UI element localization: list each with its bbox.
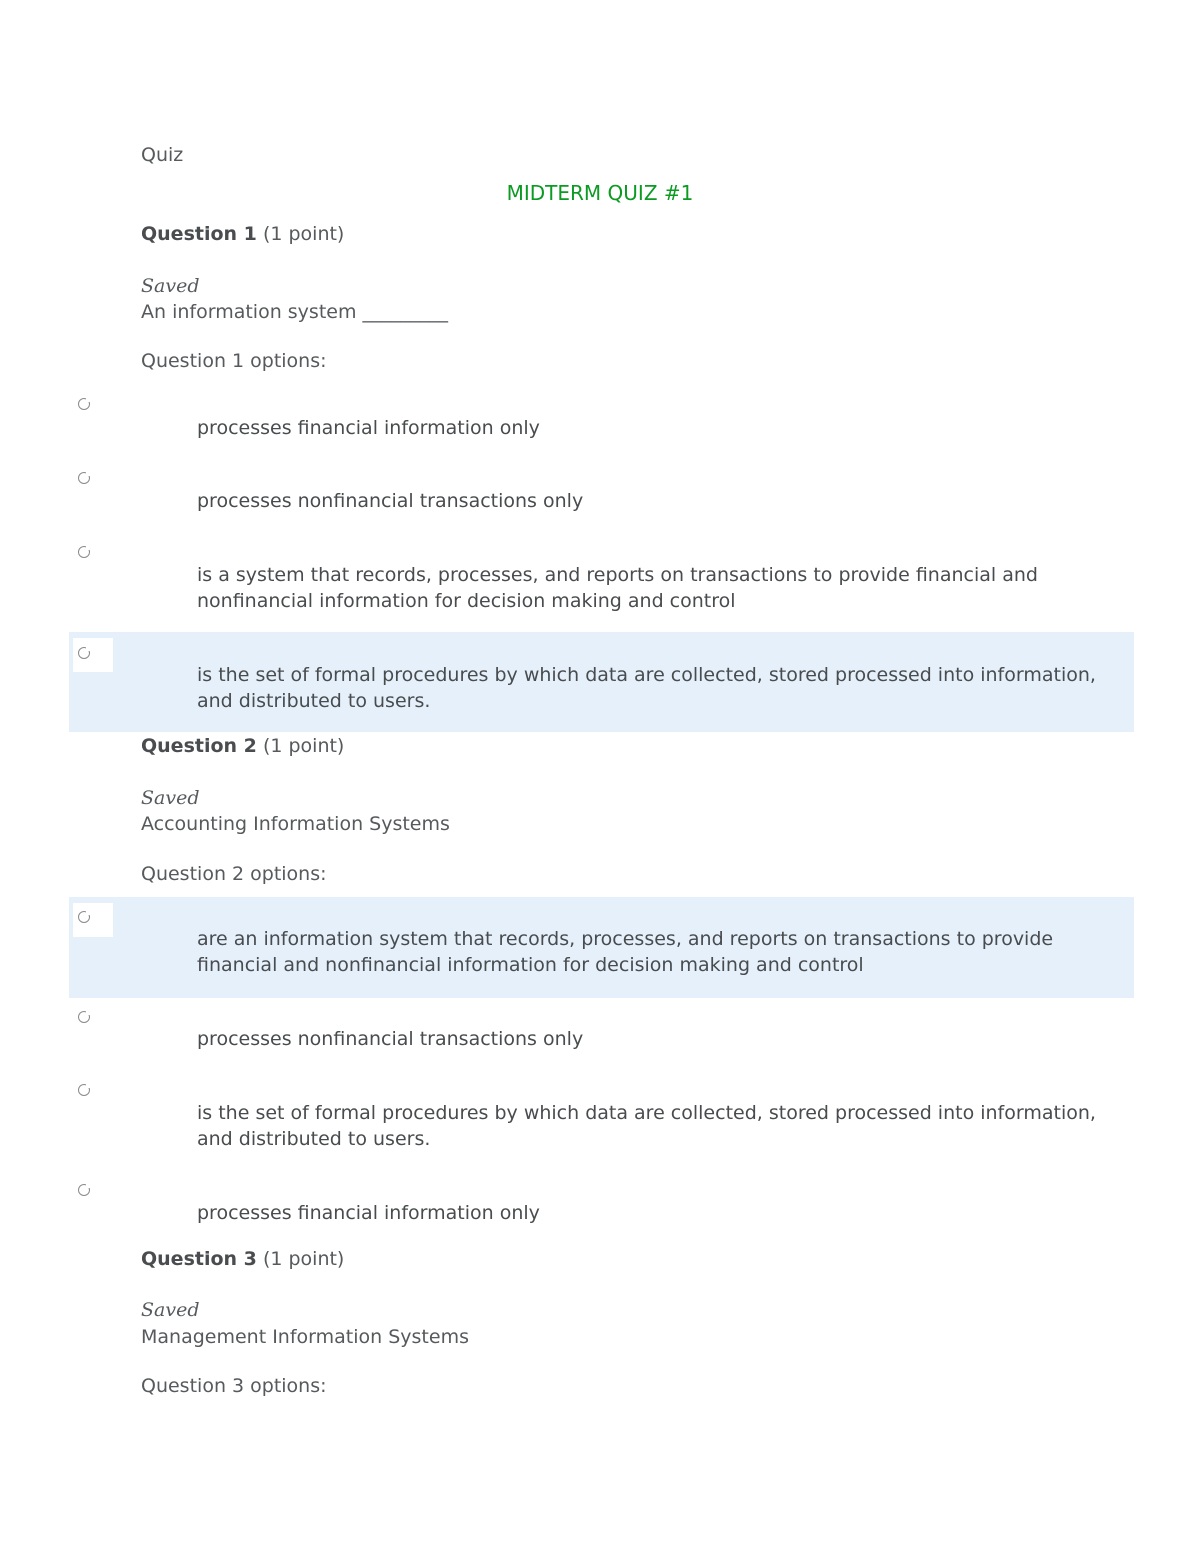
- radio-q2-option-4[interactable]: [78, 1184, 90, 1196]
- question-number: Question 3: [141, 1248, 257, 1270]
- saved-status: Saved: [141, 275, 200, 297]
- radio-q1-option-1[interactable]: [78, 398, 90, 410]
- question-2-options-label: Question 2 options:: [141, 863, 327, 885]
- option-text[interactable]: are an information system that records, processes, and reports on transactions to provide financial and nonfinancial information for decision making and control: [197, 928, 1054, 976]
- question-number: Question 2: [141, 735, 257, 757]
- option-text[interactable]: is the set of formal procedures by which data are collected, stored processed into information, and distributed to users.: [197, 1102, 1096, 1150]
- question-1-prompt: An information system _________: [141, 301, 449, 323]
- radio-q2-option-3[interactable]: [78, 1084, 90, 1096]
- radio-q1-option-4[interactable]: [78, 647, 90, 659]
- option-text[interactable]: is the set of formal procedures by which data are collected, stored processed into information, and distributed to users.: [197, 664, 1096, 712]
- question-2-heading: [141, 733, 344, 759]
- radio-q1-option-3[interactable]: [78, 546, 90, 558]
- question-1-options-label: Question 1 options:: [141, 350, 327, 372]
- question-3-heading: [141, 1246, 344, 1272]
- question-2-prompt: Accounting Information Systems: [141, 813, 450, 835]
- option-text[interactable]: is a system that records, processes, and reports on transactions to provide financial and nonfinancial information for decision making and control: [197, 564, 1038, 612]
- radio-q2-option-2[interactable]: [78, 1011, 90, 1023]
- radio-q2-option-1[interactable]: [78, 911, 90, 923]
- question-3-prompt: Management Information Systems: [141, 1326, 469, 1348]
- question-points: (1 point): [262, 735, 345, 757]
- option-text[interactable]: processes financial information only: [197, 1202, 540, 1224]
- saved-status: Saved: [141, 1299, 200, 1321]
- option-text[interactable]: processes financial information only: [197, 417, 540, 439]
- question-number: Question 1: [141, 223, 257, 245]
- question-1-heading: [141, 221, 344, 247]
- option-text[interactable]: processes nonfinancial transactions only: [197, 490, 584, 512]
- page-label: Quiz: [141, 144, 184, 166]
- option-text[interactable]: processes nonfinancial transactions only: [197, 1028, 584, 1050]
- saved-status: Saved: [141, 787, 200, 809]
- question-3-options-label: Question 3 options:: [141, 1375, 327, 1397]
- question-points: (1 point): [262, 1248, 345, 1270]
- radio-q1-option-2[interactable]: [78, 472, 90, 484]
- question-points: (1 point): [262, 223, 345, 245]
- quiz-title: MIDTERM QUIZ #1: [506, 181, 694, 205]
